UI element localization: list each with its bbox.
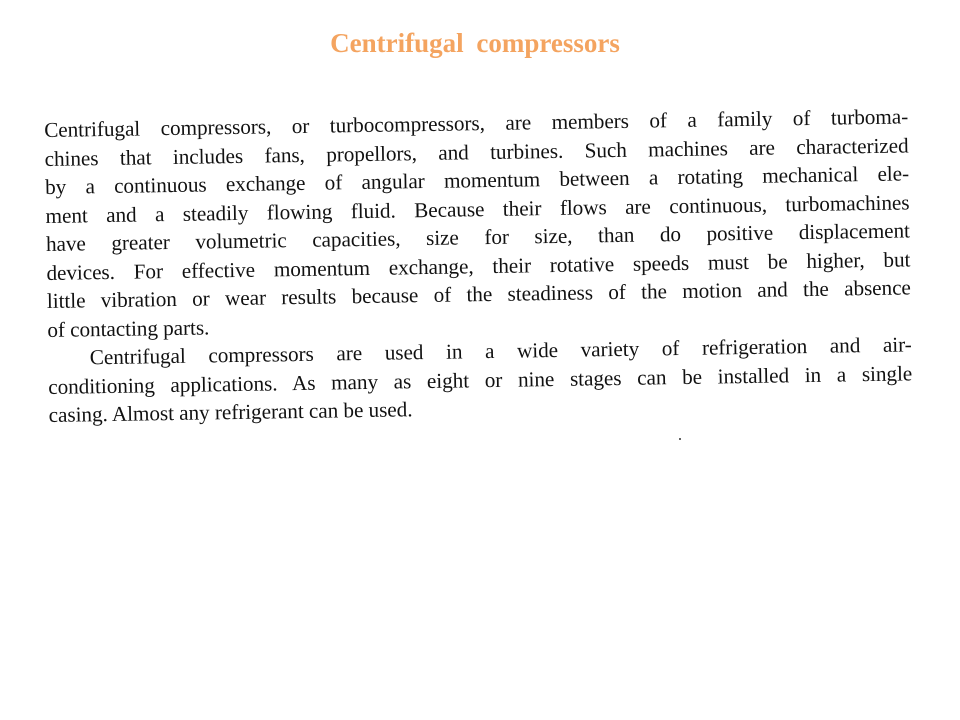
slide-title: Centrifugal compressors (330, 28, 620, 58)
text-line: of contacting parts. (47, 314, 210, 342)
text-line: devices. For effective momentum exchange, their rotative speeds must be higher, but (46, 246, 911, 285)
text-line: ment and a steadily flowing fluid. Because their flows are continuous, turbomachines (45, 189, 910, 228)
text-line: casing. Almost any refrigerant can be used. (48, 397, 413, 427)
text-line: little vibration or wear results because of the steadiness of the motion and the absence (46, 275, 911, 313)
stray-dot-mark (679, 438, 681, 440)
text-line: Centrifugal compressors are used in a wide variety of refrigeration and air- (89, 332, 912, 370)
text-line: chines that includes fans, propellors, and turbines. Such machines are characterized (44, 132, 909, 171)
paragraph-2 (48, 330, 913, 429)
text-line: Centrifugal compressors, or turbocompressors, are members of a family of turboma- (44, 104, 909, 142)
text-line: conditioning applications. As many as eight or nine stages can be installed in a single (48, 360, 913, 399)
paragraph-1 (44, 102, 911, 344)
text-line: by a continuous exchange of angular momentum between a rotating mechanical ele- (44, 161, 910, 199)
text-line: have greater volumetric capacities, size for size, than do positive displacement (45, 218, 911, 256)
scanned-text-block (44, 102, 913, 429)
